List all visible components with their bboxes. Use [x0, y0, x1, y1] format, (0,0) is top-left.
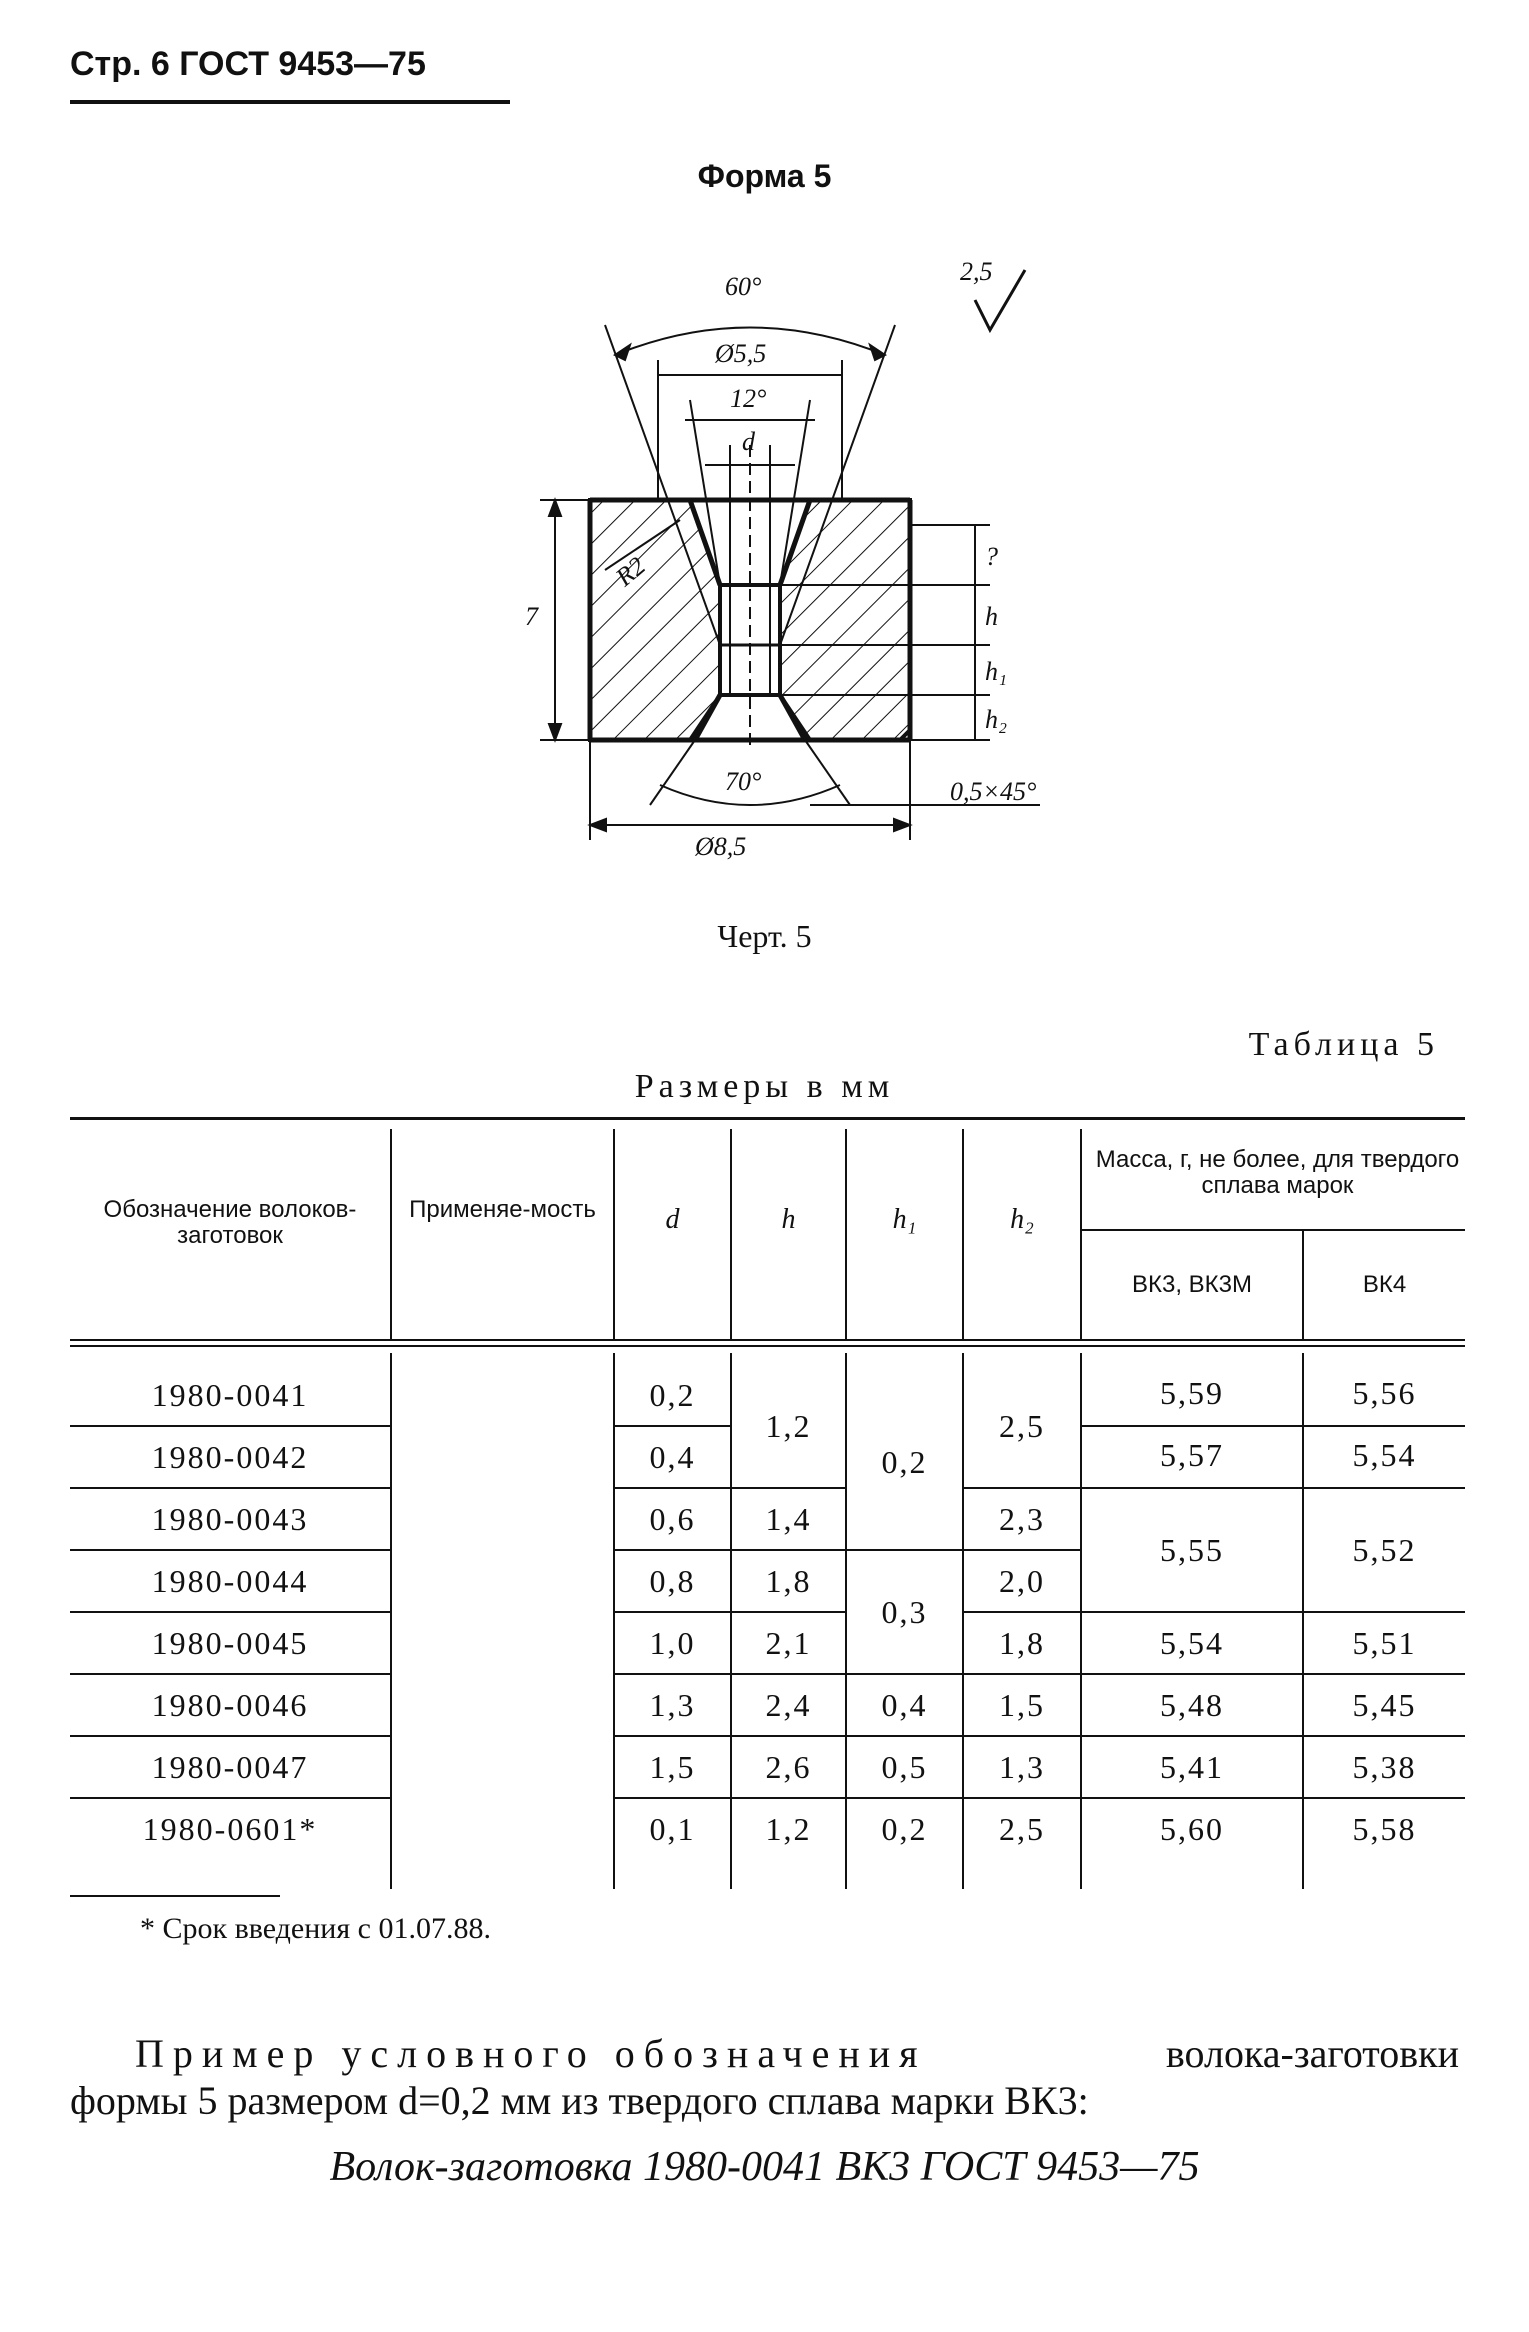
table-row-designation: 1980-0045 — [151, 1625, 309, 1661]
table-label: Таблица 5 — [1248, 1026, 1439, 1063]
cell-vk3: 5,55 — [1160, 1532, 1224, 1568]
header-mass: Масса, г, не более, для твердого сплава марок — [1095, 1146, 1460, 1199]
table-row-designation: 1980-0044 — [151, 1563, 309, 1599]
header-h1: h₁ — [892, 1204, 917, 1235]
cell-h2: 2,0 — [999, 1563, 1045, 1599]
cell-h2: 1,5 — [999, 1687, 1045, 1723]
cell-vk4: 5,58 — [1352, 1811, 1417, 1847]
cell-h2: 1,8 — [999, 1625, 1045, 1661]
cell-h1: 0,3 — [881, 1594, 928, 1630]
header-designation: Обозначение волоков-заготовок — [103, 1196, 357, 1249]
cell-vk4: 5,54 — [1352, 1437, 1417, 1473]
h-label: h — [985, 602, 998, 631]
angle-70-label: 70° — [725, 767, 762, 796]
header-d: d — [665, 1204, 680, 1235]
cell-vk3: 5,57 — [1160, 1437, 1224, 1473]
header-vk4: ВК4 — [1362, 1271, 1407, 1298]
table-row-designation: 1980-0601* — [142, 1811, 318, 1847]
cell-h1: 0,2 — [881, 1444, 928, 1480]
cell-vk4: 5,38 — [1352, 1749, 1417, 1785]
d-label: d — [742, 427, 755, 456]
cell-vk4: 5,45 — [1352, 1687, 1417, 1723]
cell-d: 0,4 — [649, 1439, 696, 1475]
cell-d: 0,8 — [649, 1563, 696, 1599]
example-line-2: формы 5 размером d=0,2 мм из твердого сплава марки ВК3: — [70, 2078, 1089, 2123]
cell-d: 1,3 — [649, 1687, 696, 1723]
table-units: Размеры в мм — [634, 1068, 895, 1105]
cell-vk3: 5,48 — [1160, 1687, 1224, 1723]
cell-vk4: 5,51 — [1352, 1625, 1417, 1661]
cell-d: 0,2 — [649, 1377, 696, 1413]
cell-h2: 1,3 — [999, 1749, 1045, 1785]
page-header: Стр. 6 ГОСТ 9453—75 — [70, 45, 426, 83]
table-row-designation: 1980-0043 — [151, 1501, 309, 1537]
footnote-rule — [70, 1895, 280, 1897]
cell-vk4: 5,52 — [1352, 1532, 1417, 1568]
roughness-label: 2,5 — [960, 257, 993, 286]
table-row-designation: 1980-0041 — [151, 1377, 309, 1413]
q-label: ? — [985, 542, 998, 571]
cell-h: 1,8 — [765, 1563, 812, 1599]
h1-label: h₁ — [985, 657, 1008, 686]
drawing-caption: Черт. 5 — [717, 918, 812, 954]
example-line-1: Пример условного обозначения — [135, 2031, 927, 2076]
chamfer-label: 0,5×45° — [950, 777, 1037, 806]
cell-d: 0,6 — [649, 1501, 696, 1537]
table-row-designation: 1980-0046 — [151, 1687, 309, 1723]
cell-h1: 0,2 — [881, 1811, 928, 1847]
cell-vk3: 5,41 — [1160, 1749, 1224, 1785]
angle-60-label: 60° — [725, 272, 762, 301]
header-rule — [70, 100, 510, 104]
r2-label: R2 — [610, 551, 651, 592]
cell-h: 2,1 — [765, 1625, 812, 1661]
header-h: h — [781, 1204, 796, 1235]
cell-vk3: 5,54 — [1160, 1625, 1224, 1661]
footnote: * Срок введения с 01.07.88. — [140, 1912, 491, 1945]
header-h2: h₂ — [1010, 1204, 1034, 1235]
cell-h: 1,2 — [765, 1811, 812, 1847]
cell-d: 1,5 — [649, 1749, 696, 1785]
cell-h: 2,4 — [765, 1687, 812, 1723]
cell-vk3: 5,59 — [1160, 1375, 1224, 1411]
cell-h: 1,4 — [765, 1501, 812, 1537]
cell-h2: 2,5 — [999, 1408, 1045, 1444]
cell-h1: 0,4 — [881, 1687, 928, 1723]
cell-h: 2,6 — [765, 1749, 812, 1785]
diameter-5-5-label: Ø5,5 — [715, 339, 767, 368]
header-vk3: ВК3, ВК3М — [1132, 1271, 1252, 1298]
example-line-1-end: волока-заготовки — [1165, 2031, 1459, 2076]
table-row-designation: 1980-0042 — [151, 1439, 309, 1475]
h2-label: h₂ — [985, 705, 1008, 734]
cell-d: 1,0 — [649, 1625, 696, 1661]
angle-12-label: 12° — [730, 384, 767, 413]
table-row-designation: 1980-0047 — [151, 1749, 309, 1785]
cell-h1: 0,5 — [881, 1749, 928, 1785]
cell-vk4: 5,56 — [1352, 1375, 1417, 1411]
diameter-8-5-label: Ø8,5 — [695, 832, 747, 861]
cell-h2: 2,3 — [999, 1501, 1045, 1537]
form-title: Форма 5 — [697, 158, 832, 194]
cell-d: 0,1 — [649, 1811, 696, 1847]
header-applicability: Применяе-мость — [409, 1196, 596, 1223]
cell-h2: 2,5 — [999, 1811, 1045, 1847]
cell-h: 1,2 — [765, 1408, 812, 1444]
cell-vk3: 5,60 — [1160, 1811, 1224, 1847]
technical-drawing — [480, 250, 1080, 910]
designation-example: Волок-заготовка 1980-0041 ВК3 ГОСТ 9453—75 — [329, 2144, 1200, 2190]
height-7-label: 7 — [525, 602, 538, 631]
